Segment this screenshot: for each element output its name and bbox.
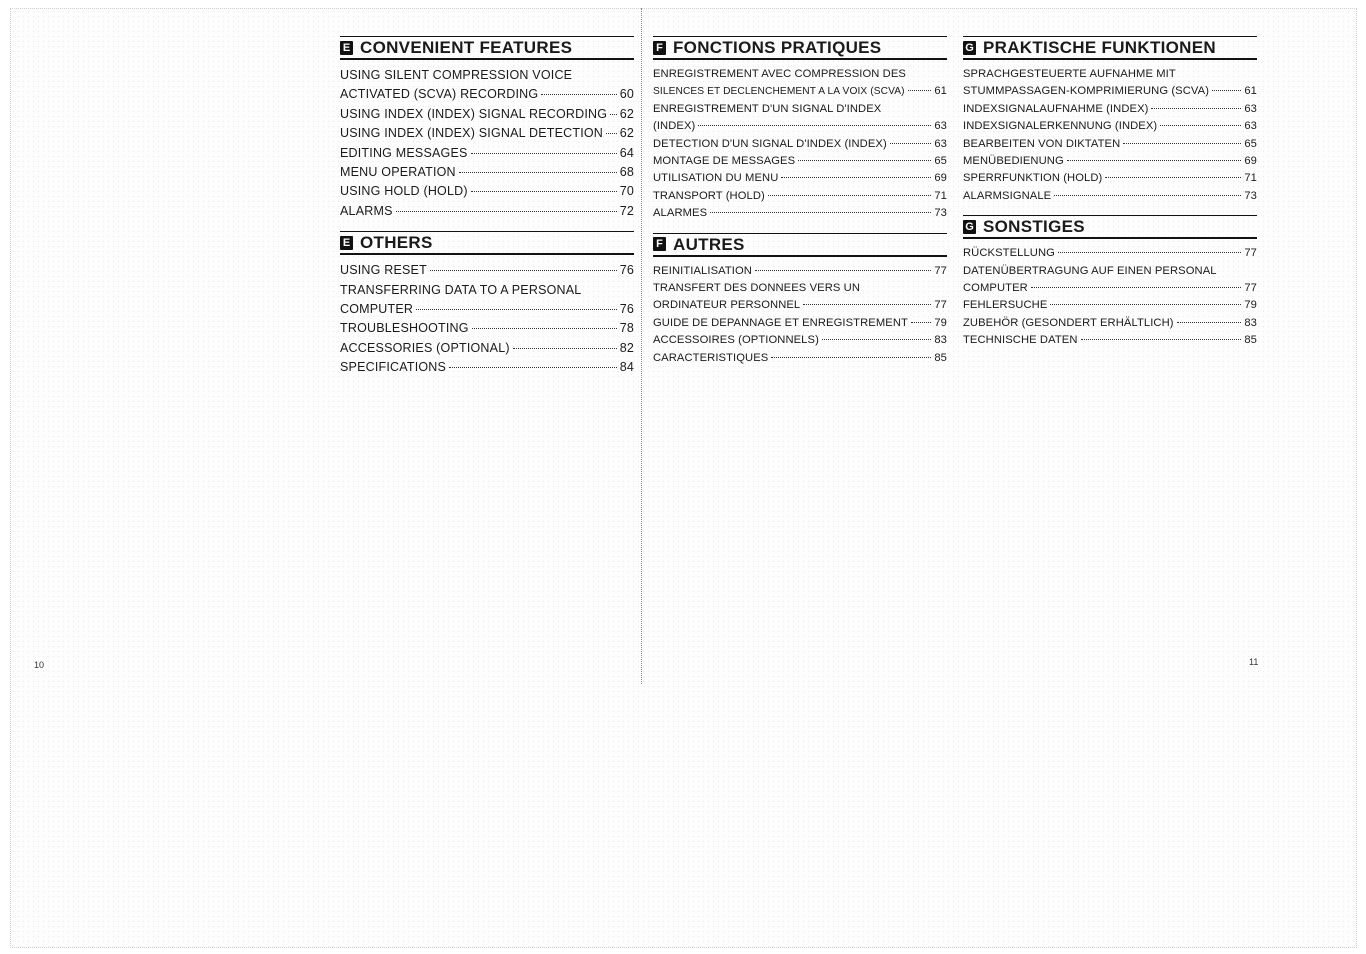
toc-page-number: 79: [934, 316, 947, 329]
toc-entry-title: ENREGISTREMENT D'UN SIGNAL D'INDEX: [653, 102, 882, 115]
toc-page-number: 77: [1244, 247, 1257, 260]
toc-entry-title: (INDEX): [653, 120, 696, 133]
toc-entry[interactable]: [653, 101, 947, 118]
toc-page-number: 71: [934, 189, 947, 202]
toc-entry[interactable]: [963, 83, 1257, 100]
dot-leader: [771, 357, 931, 358]
toc-page-number: 84: [619, 360, 634, 375]
section-header: [963, 215, 1257, 239]
toc-page-number: 63: [1244, 120, 1257, 133]
toc-entry[interactable]: [963, 332, 1257, 349]
toc-entry[interactable]: [340, 319, 634, 338]
toc-entry[interactable]: [340, 339, 634, 358]
section-title: PRAKTISCHE FUNKTIONEN: [983, 38, 1216, 57]
section-header: [653, 233, 947, 257]
dot-leader: [471, 191, 617, 192]
toc-page-number: 76: [619, 263, 634, 278]
toc-entry[interactable]: [653, 170, 947, 187]
toc-page-number: 85: [934, 351, 947, 364]
toc-entry-title: EDITING MESSAGES: [340, 145, 468, 160]
toc-entry-title: ZUBEHÖR (GESONDERT ERHÄLTLICH): [963, 316, 1174, 329]
dot-leader: [1050, 304, 1241, 305]
language-badge-icon: G: [963, 220, 976, 234]
toc-entry-title: FEHLERSUCHE: [963, 299, 1048, 312]
dot-leader: [396, 211, 617, 212]
toc-entry-title: BEARBEITEN VON DIKTATEN: [963, 137, 1121, 150]
section-title: OTHERS: [360, 233, 433, 253]
toc-page-number: 63: [934, 137, 947, 150]
toc-entry-title: ORDINATEUR PERSONNEL: [653, 299, 801, 312]
toc-entry[interactable]: [963, 245, 1257, 262]
toc-entry-title: INDEXSIGNALAUFNAHME (INDEX): [963, 102, 1149, 115]
toc-page-number: 65: [1244, 137, 1257, 150]
toc-entry-title: MENÜBEDIENUNG: [963, 155, 1064, 168]
toc-entry[interactable]: [340, 202, 634, 221]
toc-entry-title: TRANSFERT DES DONNEES VERS UN: [653, 282, 861, 295]
toc-entry-title: ENREGISTREMENT AVEC COMPRESSION DES: [653, 68, 906, 80]
toc-column-german: [963, 36, 1257, 360]
toc-page-number: 68: [619, 165, 634, 180]
toc-section: [340, 36, 634, 221]
toc-section: [653, 36, 947, 223]
dot-leader: [513, 348, 617, 349]
toc-entry-title: SILENCES ET DECLENCHEMENT A LA VOIX (SCVA): [653, 86, 905, 98]
toc-page-number: 61: [1244, 85, 1257, 98]
toc-entry-title: MENU OPERATION: [340, 165, 456, 180]
toc-page-number: 71: [1244, 172, 1257, 185]
toc-entry-title: STUMMPASSAGEN-KOMPRIMIERUNG (SCVA): [963, 85, 1210, 98]
toc-section: [340, 231, 634, 377]
toc-entry-title: ALARMES: [653, 207, 708, 220]
toc-entry[interactable]: [340, 261, 634, 280]
dot-leader: [768, 195, 932, 196]
toc-entry[interactable]: [963, 66, 1257, 83]
dot-leader: [1177, 322, 1242, 323]
toc-entry-title: ACCESSOIRES (OPTIONNELS): [653, 334, 819, 347]
toc-page-number: 85: [1244, 334, 1257, 347]
toc-page-number: 77: [934, 264, 947, 277]
toc-entry[interactable]: [963, 153, 1257, 170]
toc-entry[interactable]: [653, 118, 947, 135]
toc-entry[interactable]: [963, 101, 1257, 118]
toc-entry[interactable]: [653, 280, 947, 297]
language-badge-icon: F: [653, 41, 666, 55]
toc-entry-list: [340, 66, 634, 221]
toc-page-number: 77: [1244, 282, 1257, 295]
toc-entry-title: SPERRFUNKTION (HOLD): [963, 172, 1103, 185]
toc-section: [963, 215, 1257, 349]
toc-entry[interactable]: [963, 188, 1257, 205]
toc-page-number: 62: [619, 126, 634, 141]
toc-page-number: 65: [934, 155, 947, 168]
toc-page-number: 63: [934, 120, 947, 133]
toc-entry[interactable]: [653, 66, 947, 83]
toc-entry-title: COMPUTER: [340, 302, 414, 317]
toc-entry-title: INDEXSIGNALERKENNUNG (INDEX): [963, 120, 1158, 133]
toc-entry[interactable]: [653, 315, 947, 332]
dot-leader: [471, 153, 617, 154]
toc-entry-title: USING INDEX (INDEX) SIGNAL RECORDING: [340, 106, 608, 121]
toc-page-number: 62: [619, 106, 634, 121]
toc-entry-title: SPRACHGESTEUERTE AUFNAHME MIT: [963, 68, 1176, 80]
toc-entry[interactable]: [963, 263, 1257, 280]
language-badge-icon: F: [653, 237, 666, 251]
toc-entry-title: UTILISATION DU MENU: [653, 172, 779, 185]
dot-leader: [1105, 177, 1241, 178]
toc-entry[interactable]: [653, 136, 947, 153]
toc-entry[interactable]: [653, 332, 947, 349]
toc-entry-title: CARACTERISTIQUES: [653, 351, 769, 364]
toc-entry-title: TRANSFERRING DATA TO A PERSONAL: [340, 282, 582, 297]
toc-entry-title: ACCESSORIES (OPTIONAL): [340, 340, 510, 355]
toc-page-number: 70: [619, 184, 634, 199]
toc-entry-title: TECHNISCHE DATEN: [963, 334, 1078, 347]
toc-entry-title: REINITIALISATION: [653, 264, 752, 277]
page-gutter: [641, 8, 642, 684]
dot-leader: [1151, 108, 1241, 109]
toc-page-number: 77: [934, 299, 947, 312]
dot-leader: [911, 322, 931, 323]
dot-leader: [1081, 339, 1242, 340]
section-header: [963, 36, 1257, 60]
dot-leader: [798, 160, 931, 161]
language-badge-icon: G: [963, 41, 976, 55]
dot-leader: [755, 270, 931, 271]
toc-column-french: [653, 36, 947, 377]
toc-entry-list: [653, 66, 947, 223]
toc-entry-title: USING HOLD (HOLD): [340, 184, 468, 199]
toc-entry[interactable]: [340, 66, 634, 85]
toc-entry-title: COMPUTER: [963, 282, 1028, 295]
toc-entry-title: ACTIVATED (SCVA) RECORDING: [340, 87, 539, 102]
toc-entry-list: [653, 263, 947, 367]
dot-leader: [803, 304, 931, 305]
toc-entry[interactable]: [653, 205, 947, 222]
toc-entry[interactable]: [340, 182, 634, 201]
toc-page-number: 83: [934, 334, 947, 347]
toc-entry[interactable]: [963, 297, 1257, 314]
section-title: FONCTIONS PRATIQUES: [673, 38, 882, 57]
section-header: [340, 231, 634, 255]
toc-entry[interactable]: [653, 297, 947, 314]
dot-leader: [459, 172, 617, 173]
toc-entry[interactable]: [963, 170, 1257, 187]
toc-entry[interactable]: [340, 124, 634, 143]
toc-entry-list: [340, 261, 634, 377]
dot-leader: [1067, 160, 1242, 161]
toc-entry[interactable]: [340, 85, 634, 104]
toc-entry-title: SPECIFICATIONS: [340, 360, 447, 375]
language-badge-icon: E: [340, 236, 353, 250]
toc-entry-title: USING RESET: [340, 263, 427, 278]
dot-leader: [1054, 195, 1241, 196]
dot-leader: [472, 328, 617, 329]
toc-entry[interactable]: [340, 163, 634, 182]
dot-leader: [430, 270, 617, 271]
toc-entry[interactable]: [340, 358, 634, 377]
toc-entry[interactable]: [340, 105, 634, 124]
toc-page-number: 63: [1244, 102, 1257, 115]
toc-entry-title: RÜCKSTELLUNG: [963, 247, 1055, 260]
toc-page-number: 72: [619, 203, 634, 218]
toc-entry[interactable]: [963, 280, 1257, 297]
toc-entry[interactable]: [653, 350, 947, 367]
toc-page-number: 61: [934, 85, 947, 98]
dot-leader: [1031, 287, 1242, 288]
language-badge-icon: E: [340, 41, 353, 55]
dot-leader: [1160, 125, 1241, 126]
section-header: [340, 36, 634, 60]
dot-leader: [710, 212, 931, 213]
toc-page-number: 73: [1244, 189, 1257, 202]
toc-entry-title: TROUBLESHOOTING: [340, 321, 469, 336]
toc-entry[interactable]: [340, 144, 634, 163]
section-title: CONVENIENT FEATURES: [360, 38, 573, 57]
toc-page-number: 69: [1244, 155, 1257, 168]
dot-leader: [610, 114, 617, 115]
page-number-right: 11: [1249, 657, 1259, 667]
toc-entry-title: ALARMS: [340, 203, 393, 218]
toc-entry[interactable]: [653, 83, 947, 100]
toc-entry-title: TRANSPORT (HOLD): [653, 189, 765, 202]
toc-entry-list: [963, 66, 1257, 205]
section-header: [653, 36, 947, 60]
toc-entry-list: [963, 245, 1257, 349]
toc-entry-title: MONTAGE DE MESSAGES: [653, 155, 796, 168]
page-number-left: 10: [34, 660, 45, 670]
toc-column-english: [340, 36, 634, 388]
toc-entry[interactable]: [340, 300, 634, 319]
toc-entry[interactable]: [963, 118, 1257, 135]
toc-page-number: 69: [934, 172, 947, 185]
toc-entry[interactable]: [653, 188, 947, 205]
toc-entry[interactable]: [653, 263, 947, 280]
toc-entry-title: DATENÜBERTRAGUNG AUF EINEN PERSONAL: [963, 264, 1217, 277]
toc-page-number: 76: [619, 302, 634, 317]
dot-leader: [606, 133, 617, 134]
dot-leader: [1123, 143, 1241, 144]
toc-page-number: 83: [1244, 316, 1257, 329]
toc-page-number: 73: [934, 207, 947, 220]
toc-entry-title: USING SILENT COMPRESSION VOICE: [340, 68, 573, 82]
dot-leader: [541, 94, 616, 95]
toc-page-number: 78: [619, 321, 634, 336]
toc-entry-title: DETECTION D'UN SIGNAL D'INDEX (INDEX): [653, 137, 887, 150]
toc-entry[interactable]: [340, 281, 634, 300]
toc-page-number: 64: [619, 145, 634, 160]
dot-leader: [822, 339, 931, 340]
toc-entry-title: USING INDEX (INDEX) SIGNAL DETECTION: [340, 126, 604, 141]
toc-page-number: 60: [619, 87, 634, 102]
toc-section: [963, 36, 1257, 205]
toc-entry[interactable]: [963, 136, 1257, 153]
toc-entry-title: GUIDE DE DEPANNAGE ET ENREGISTREMENT: [653, 316, 908, 329]
toc-section: [653, 233, 947, 367]
dot-leader: [1058, 252, 1241, 253]
dot-leader: [1212, 90, 1241, 91]
section-title: AUTRES: [673, 234, 745, 254]
section-title: SONSTIGES: [983, 217, 1085, 237]
dot-leader: [781, 177, 931, 178]
dot-leader: [698, 125, 931, 126]
dot-leader: [890, 143, 932, 144]
toc-entry[interactable]: [653, 153, 947, 170]
toc-entry-title: ALARMSIGNALE: [963, 189, 1052, 202]
toc-page-number: 79: [1244, 299, 1257, 312]
dot-leader: [449, 367, 617, 368]
dot-leader: [416, 309, 617, 310]
toc-entry[interactable]: [963, 315, 1257, 332]
dot-leader: [908, 90, 932, 91]
toc-page-number: 82: [619, 340, 634, 355]
